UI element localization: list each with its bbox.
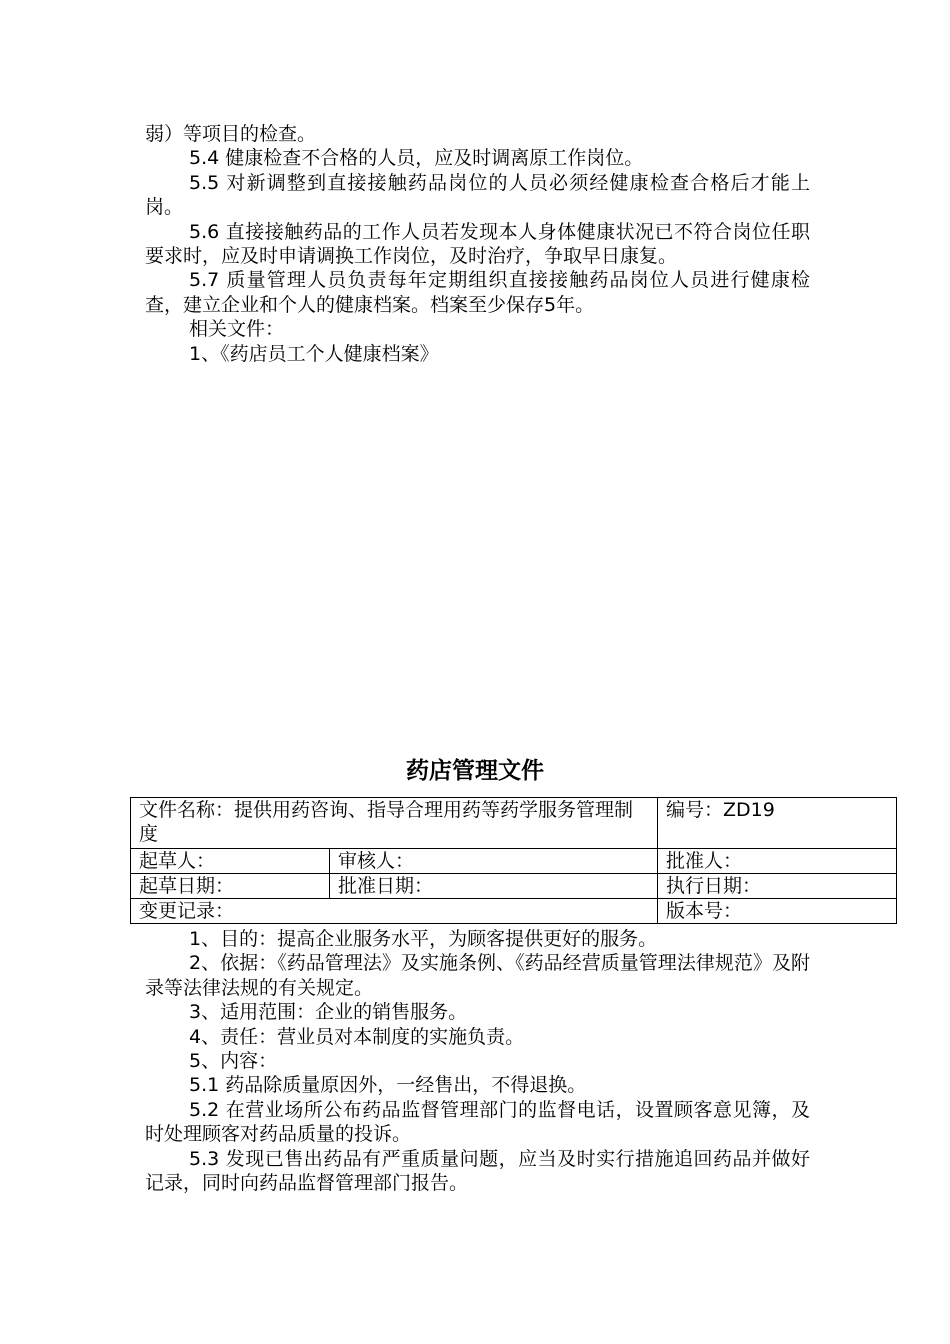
paragraph: 5.6 直接接触药品的工作人员若发现本人身体健康状况已不符合岗位任职要求时，应及时申请调换工作岗位，及时治疗，争取早日康复。 [145,220,810,268]
change-record-cell: 变更记录： [131,899,658,924]
paragraph: 4、责任：营业员对本制度的实施负责。 [189,1025,525,1048]
paragraph: 5.2 在营业场所公布药品监督管理部门的监督电话，设置顾客意见簿，及时处理顾客对药品质量的投诉。 [145,1098,810,1146]
document-number-cell: 编号：ZD19 [658,798,897,849]
approval-date-cell: 批准日期： [330,874,658,899]
drafter-cell: 起草人： [131,849,330,874]
draft-date-cell: 起草日期： [131,874,330,899]
document-header-table [130,797,897,924]
paragraph: 5.5 对新调整到直接接触药品岗位的人员必须经健康检查合格后才能上岗。 [145,171,810,219]
approver-cell: 批准人： [658,849,897,874]
paragraph: 5.4 健康检查不合格的人员，应及时调离原工作岗位。 [189,147,644,170]
file-name-cell: 文件名称：提供用药咨询、指导合理用药等药学服务管理制度 [131,798,658,849]
reviewer-cell: 审核人： [330,849,658,874]
effective-date-cell: 执行日期： [658,874,897,899]
paragraph: 3、适用范围：企业的销售服务。 [189,1001,468,1024]
paragraph: 1、目的：提高企业服务水平，为顾客提供更好的服务。 [189,928,658,950]
related-files-heading: 相关文件： [189,318,285,341]
paragraph: 5.7 质量管理人员负责每年定期组织直接接触药品岗位人员进行健康检查，建立企业和个人的健康档案。档案至少保存5年。 [145,269,810,316]
paragraph: 5.3 发现已售出药品有严重质量问题，应当及时实行措施追回药品并做好记录，同时向药品监督管理部门报告。 [145,1147,810,1195]
version-cell: 版本号： [658,899,897,924]
paragraph: 弱）等项目的检查。 [145,123,317,145]
previous-page-continuation [145,122,810,366]
document-title: 药店管理文件 [406,757,544,784]
paragraph: 2、依据：《药品管理法》及实施条例、《药品经营质量管理法律规范》及附录等法律法规的有关规定。 [145,952,810,999]
paragraph: 5、内容： [189,1050,278,1073]
paragraph: 5.1 药品除质量原因外，一经售出，不得退换。 [189,1074,587,1097]
related-file-item: 1、《药店员工个人健康档案》 [189,342,439,365]
policy-body [145,927,810,1195]
